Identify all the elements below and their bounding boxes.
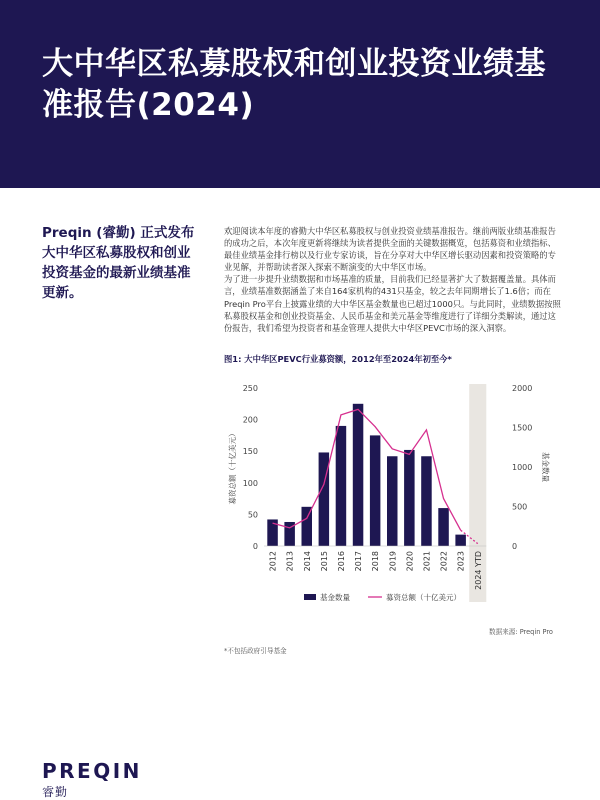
fundraising-chart (0, 372, 600, 622)
legend-label-line: 募资总额（十亿美元） (386, 593, 461, 602)
y-axis-title: 募资总额（十亿美元） (228, 429, 237, 505)
bar (353, 404, 364, 546)
x-tick-label: 2013 (285, 551, 295, 572)
x-tick-label: 2020 (405, 551, 415, 572)
intro-paragraph: 欢迎阅读本年度的睿勤大中华区私募股权与创业投资业绩基准报告。继前两版业绩基准报告的成功之后，本次年度更新将继续为读者提供全面的关键数据概览，包括募资和业绩指标、最佳业绩基金排行榜以及行业专家访谈，旨在分享对大中华区增长驱动因素和投资策略的专业见解，并帮助读者深入探索不断演变的大中华区市场。 (224, 226, 556, 273)
header-banner (0, 0, 600, 188)
y2-axis-title: 基金数量 (541, 452, 550, 482)
preqin-logo: PREQIN (42, 759, 142, 783)
figure-title: 图1: 大中华区PEVC行业募资额，2012年至2024年初至今* (224, 354, 452, 364)
x-tick-label: 2018 (371, 551, 381, 572)
page-title: 大中华区私募股权和创业投资业绩基准报告(2024) (42, 46, 546, 123)
y-tick-label: 0 (252, 542, 258, 551)
y2-tick-label: 0 (512, 542, 518, 551)
intro-paragraph: 为了进一步提升业绩数据和市场基准的质量，目前我们已经显著扩大了数据覆盖量。具体而言，业绩基准数据涵盖了来自164家机构的431只基金，较之去年同期增长了1.6倍；而在Preqin Pro平台上披露业绩的大中华区基金数量也已超过1000只。与此同时，业绩数据按照私募股权基金和创业投资基金、人民币基金和美元基金等维度进行了详细分类解读，通过这份报告，我们希望为投资者和基金管理人提供大中华区PEVC市场的深入洞察。 (224, 274, 561, 333)
bar (370, 435, 381, 546)
legend-label-bar: 基金数量 (320, 593, 350, 602)
x-tick-label: 2021 (422, 551, 432, 572)
x-tick-label: 2022 (439, 551, 449, 572)
y-tick-label: 200 (242, 415, 258, 425)
y-tick-label: 150 (242, 447, 258, 457)
line-series-funds-raised (273, 409, 461, 530)
bar (455, 535, 466, 546)
bar (421, 456, 432, 546)
x-tick-label: 2016 (336, 551, 346, 572)
preqin-logo-chinese: 睿勤 (42, 785, 69, 799)
bar (319, 452, 330, 546)
y2-tick-label: 500 (512, 502, 528, 512)
footnote: *不包括政府引导基金 (224, 647, 287, 655)
x-tick-label: 2015 (319, 551, 329, 572)
intro-lead: Preqin (睿勤) 正式发布大中华区私募股权和创业投资基金的最新业绩基准更新。 (42, 225, 195, 301)
bar (387, 456, 398, 546)
y-tick-label: 50 (247, 510, 258, 520)
y2-tick-label: 2000 (512, 384, 533, 393)
y2-tick-label: 1500 (512, 423, 533, 433)
x-tick-label: 2017 (354, 551, 364, 572)
x-tick-label: 2024 YTD (473, 551, 483, 590)
intro-body (224, 225, 562, 334)
y2-tick-label: 1000 (512, 463, 533, 472)
bar (404, 450, 415, 546)
x-tick-label: 2012 (268, 551, 278, 572)
x-tick-label: 2014 (302, 551, 312, 572)
bar (438, 508, 449, 546)
data-source: 数据来源: Preqin Pro (489, 628, 553, 636)
y-tick-label: 100 (242, 478, 258, 488)
bar (336, 426, 347, 546)
x-tick-label: 2023 (456, 551, 466, 572)
legend-swatch-bar (304, 594, 316, 600)
x-tick-label: 2019 (388, 551, 398, 572)
y-tick-label: 250 (242, 384, 258, 393)
bar (302, 507, 313, 546)
